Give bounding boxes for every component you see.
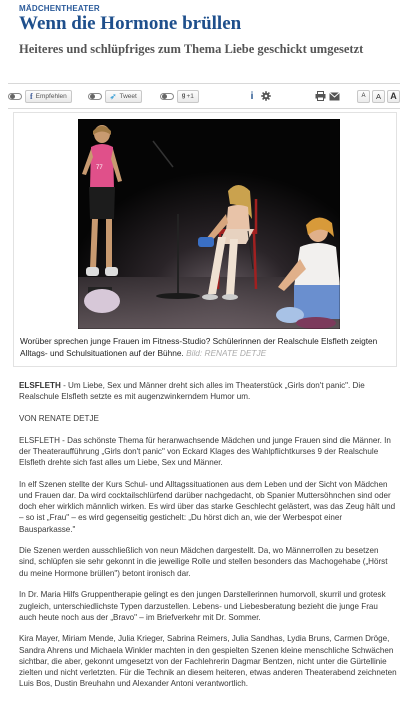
gplus-icon: g bbox=[181, 93, 186, 99]
font-size-medium-button[interactable]: A bbox=[372, 90, 385, 103]
article-paragraph: In Dr. Maria Hilfs Gruppentherapie gelingt es den jungen Darstellerinnen humorvoll, skurril und grotesk zugleich, unterschiedlichste Typen darzustellen. Lebens- und Liebesberatung bezieht die junge Frau auch heute noch aus der „Bravo" – im Briefverkehr mit Dr. Sommer. bbox=[19, 590, 386, 622]
lead-text: - Um Liebe, Sex und Männer dreht sich alles im Theaterstück „Girls don't panic". Die Realschule Elsfleth setzte es mit augenzwinkerndem Humor um. bbox=[19, 381, 365, 402]
lead-place: ELSFLETH bbox=[19, 381, 61, 390]
twitter-privacy-toggle[interactable] bbox=[88, 93, 102, 100]
article-paragraph: Kira Mayer, Miriam Mende, Julia Krieger, Sabrina Reimers, Julia Sandhas, Lydia Bruns, Carmen Dröge, Sandra Ahrens und Michaela Winkler machten in den gespielten Szenen kleine menschliche Schwächen sichtbar, die aber, gekonnt umgesetzt von der Fachlehrerin Dagmar Bentzen, nicht unter die Gürtellinie zielten und nicht verletzten. Für die Technik an diesem heiteren, etwas anderen Theaterabend zeichneten Luis Bos, Dustin Breuhahn und Alexander Antoni verantwortlich. bbox=[19, 634, 397, 689]
gear-icon[interactable] bbox=[259, 89, 273, 103]
tweet-button[interactable] bbox=[105, 90, 142, 103]
article-paragraph: Die Szenen werden ausschließlich von neun Mädchen dargestellt. Da, wo Männerrollen zu besetzen sind, schlüpfen sie sehr gekonnt in die jeweilige Rolle und stellen besonders das Machogehabe („Hörst du meine Hormone brüllen") betont ironisch dar. bbox=[19, 546, 388, 578]
gplus-button[interactable] bbox=[177, 90, 199, 103]
font-size-large-button[interactable]: A bbox=[387, 90, 400, 103]
caption-text: Worüber sprechen junge Frauen im Fitness-Studio? Schülerinnen der Realschule Elsfleth zeigten Alltags- und Schulsituationen auf der Bühne. bbox=[20, 336, 378, 358]
font-size-small-button[interactable]: A bbox=[357, 90, 370, 103]
photo-credit: Bild: RENATE DETJE bbox=[186, 347, 267, 358]
article-kicker: MÄDCHENTHEATER bbox=[19, 4, 100, 13]
article-photo[interactable] bbox=[78, 119, 340, 329]
photo-caption bbox=[20, 336, 392, 359]
article-byline: VON RENATE DETJE bbox=[19, 413, 99, 423]
facebook-recommend-label: Empfehlen bbox=[35, 92, 67, 100]
stage-photo-illustration bbox=[78, 119, 340, 329]
article-paragraph: In elf Szenen stellte der Kurs Schul- und Alltagssituationen aus dem Leben und der Sicht von Mädchen und Frauen dar. Da wird cocktailschlürfend darüber nachgedacht, ob Spanier Muttersöhnchen sind oder doch eher wirklich männlich wirken. Es wird über das starke Geschlecht gelästert, was das Zeug hält und – so ist „Frau" – es wird gegenseitig gestichelt: „Du hörst dich an, wie der Werbespot einer Bausparkasse." bbox=[19, 479, 396, 534]
gplus-label: +1 bbox=[186, 92, 194, 100]
article-paragraph: ELSFLETH - Das schönste Thema für heranwachsende Mädchen und junge Frauen sind die Männer. In der Theateraufführung „Girls don't panic" von Eckard Klages des Wahlpflichtkurses 9 der Realschule Elsfleth drehte sich fast alles um Liebe, Sex und Männer. bbox=[19, 435, 391, 468]
article-toolbar bbox=[8, 86, 400, 106]
toolbar-top-divider bbox=[8, 83, 400, 84]
print-icon[interactable] bbox=[313, 89, 327, 103]
svg-text:77: 77 bbox=[96, 165, 103, 171]
toolbar-bottom-divider bbox=[8, 108, 400, 109]
article-lead bbox=[19, 380, 397, 402]
mail-icon[interactable] bbox=[327, 89, 341, 103]
facebook-recommend-button[interactable] bbox=[25, 90, 72, 103]
gplus-privacy-toggle[interactable] bbox=[160, 93, 174, 100]
twitter-bird-icon: ➶ bbox=[109, 91, 117, 101]
facebook-icon: f bbox=[30, 91, 33, 101]
article-body bbox=[19, 380, 397, 700]
info-icon[interactable]: i bbox=[250, 90, 254, 102]
article-photo-box bbox=[13, 112, 397, 367]
tweet-label: Tweet bbox=[119, 92, 137, 100]
article-headline: Wenn die Hormone brüllen bbox=[19, 13, 242, 34]
facebook-privacy-toggle[interactable] bbox=[8, 93, 22, 100]
article-subline: Heiteres und schlüpfriges zum Thema Liebe geschickt umgesetzt bbox=[19, 42, 364, 56]
